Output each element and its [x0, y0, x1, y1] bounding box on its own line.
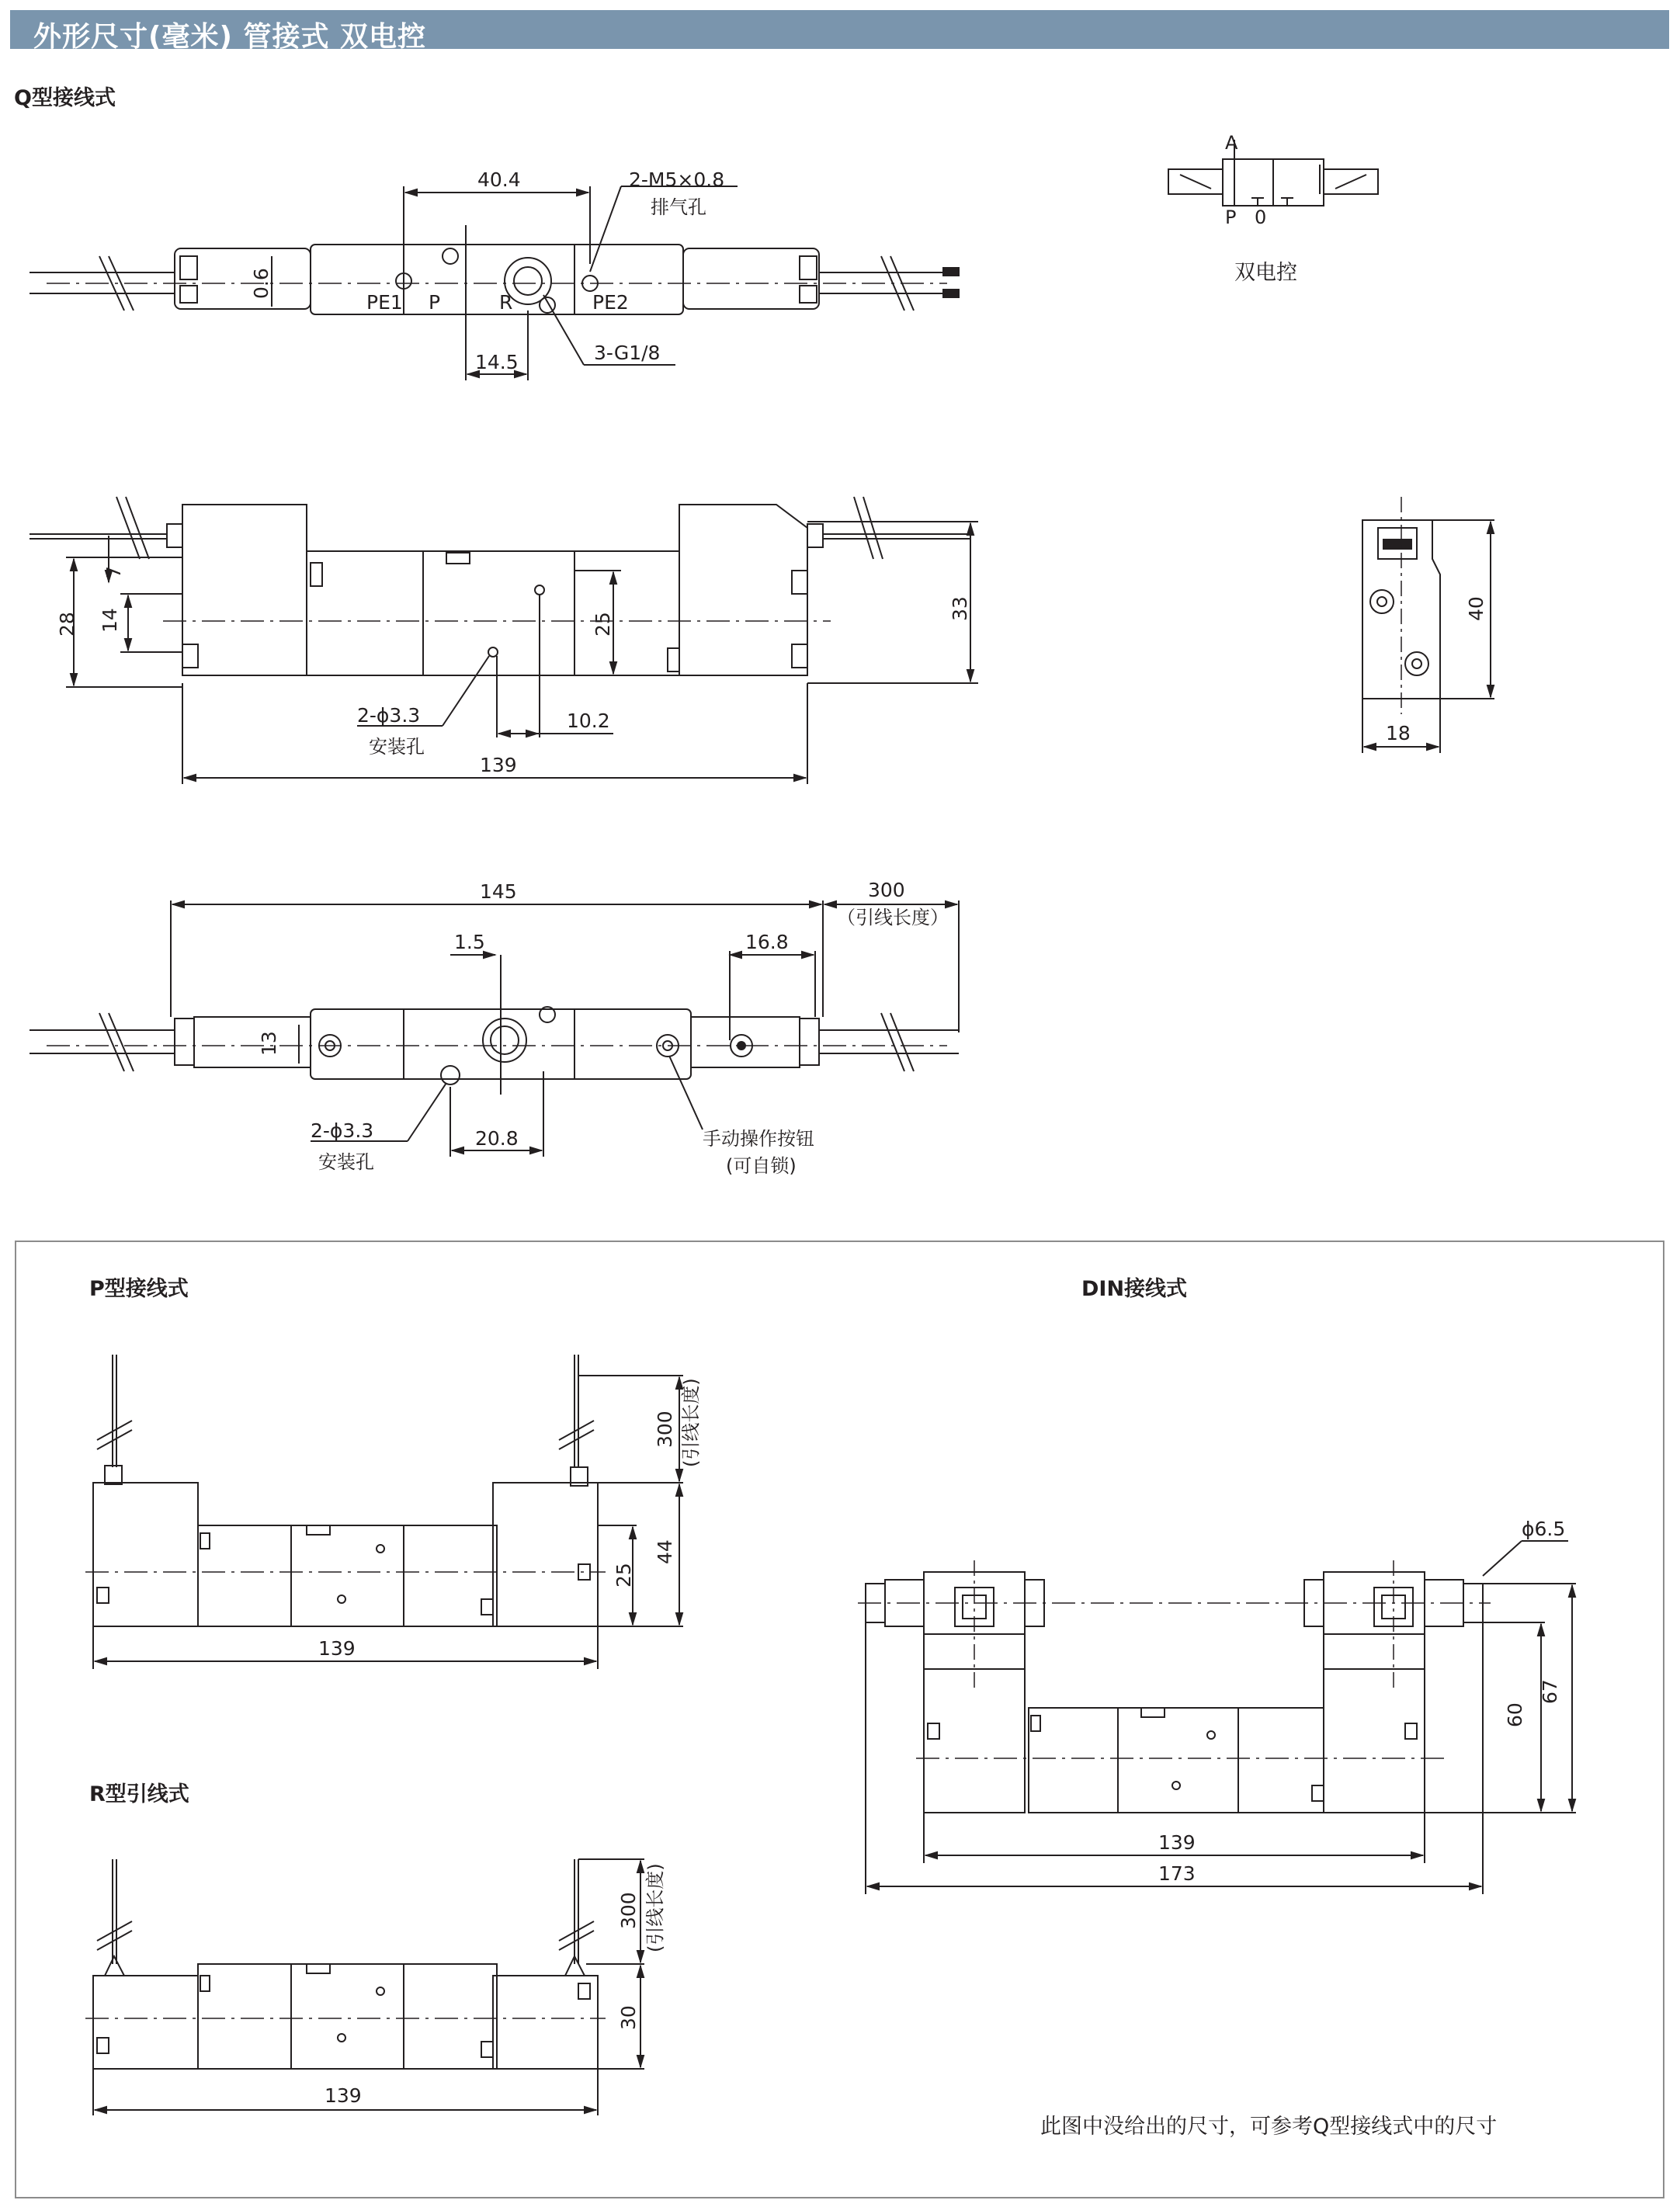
symbol-port-0: 0	[1255, 206, 1267, 228]
dim-10-2: 10.2	[567, 710, 610, 732]
p-lead-caption: (引线长度)	[680, 1378, 702, 1467]
r-dim-30: 30	[617, 2005, 640, 2030]
manual-button-label: 手动操作按钮	[703, 1128, 814, 1150]
r-type-view	[85, 1859, 644, 2115]
thread-label: 2-M5×0.8	[629, 168, 725, 191]
din-dim-139: 139	[1158, 1831, 1196, 1854]
din-dim-6-5: ϕ6.5	[1522, 1518, 1566, 1540]
side-dim-40: 40	[1465, 596, 1487, 621]
side-dim-18: 18	[1386, 722, 1411, 744]
bottom-view	[30, 900, 959, 1157]
p-dim-139: 139	[318, 1637, 356, 1660]
hole-caption: 安装孔	[369, 736, 425, 758]
page-title: 外形尺寸(毫米) 管接式 双电控	[33, 21, 426, 53]
dim-14: 14	[99, 608, 121, 633]
din-dim-173: 173	[1158, 1862, 1196, 1885]
p-dim-25: 25	[613, 1563, 635, 1588]
dim-139: 139	[480, 754, 517, 776]
r-dim-139: 139	[325, 2084, 362, 2107]
bottom-hole-label: 2-ϕ3.3	[311, 1119, 374, 1142]
p-dim-44: 44	[654, 1539, 676, 1564]
din-view	[858, 1541, 1576, 1894]
r-lead-caption: (引线长度)	[644, 1863, 666, 1952]
exhaust-label: 排气孔	[651, 196, 706, 218]
p-type-label: P型接线式	[89, 1277, 189, 1301]
dim-40-4: 40.4	[477, 168, 521, 191]
p-dim-300: 300	[654, 1411, 676, 1448]
dim-7: 7	[102, 566, 125, 578]
din-dim-67: 67	[1539, 1679, 1561, 1704]
dim-33: 33	[949, 596, 971, 621]
dim-25: 25	[592, 612, 614, 637]
port-p: P	[429, 291, 441, 314]
dim-0-6: 0.6	[250, 268, 272, 299]
labels	[56, 132, 1565, 2107]
dim-13: 13	[258, 1031, 280, 1056]
dim-20-8: 20.8	[475, 1127, 519, 1150]
r-type-label: R型引线式	[89, 1782, 189, 1806]
port-r: R	[499, 291, 513, 314]
din-type-label: DIN接线式	[1081, 1277, 1188, 1301]
din-dim-60: 60	[1504, 1702, 1526, 1727]
dim-14-5: 14.5	[475, 351, 519, 373]
p-type-view	[85, 1355, 683, 1669]
manual-button-caption: (可自锁)	[726, 1155, 797, 1177]
front-view	[30, 497, 978, 784]
symbol-port-p: P	[1225, 206, 1237, 228]
dim-28: 28	[56, 612, 78, 637]
g-thread-label: 3-G1/8	[594, 342, 661, 364]
footer-note: 此图中没给出的尺寸，可参考Q型接线式中的尺寸	[1040, 2115, 1498, 2139]
hole-label: 2-ϕ3.3	[357, 704, 421, 727]
dim-145: 145	[480, 880, 517, 903]
valve-symbol	[1168, 140, 1378, 206]
bottom-hole-caption: 安装孔	[318, 1151, 374, 1173]
side-view	[1362, 497, 1494, 753]
dim-1-5: 1.5	[454, 931, 485, 953]
dim-300: 300	[868, 879, 905, 901]
symbol-port-a: A	[1225, 132, 1238, 154]
lead-caption: （引线长度）	[837, 907, 949, 928]
port-pe2: PE2	[592, 291, 629, 314]
symbol-caption: 双电控	[1234, 261, 1297, 285]
q-type-label: Q型接线式	[14, 86, 116, 110]
port-pe1: PE1	[366, 291, 403, 314]
r-dim-300: 300	[617, 1892, 640, 1929]
dim-16-8: 16.8	[745, 931, 789, 953]
